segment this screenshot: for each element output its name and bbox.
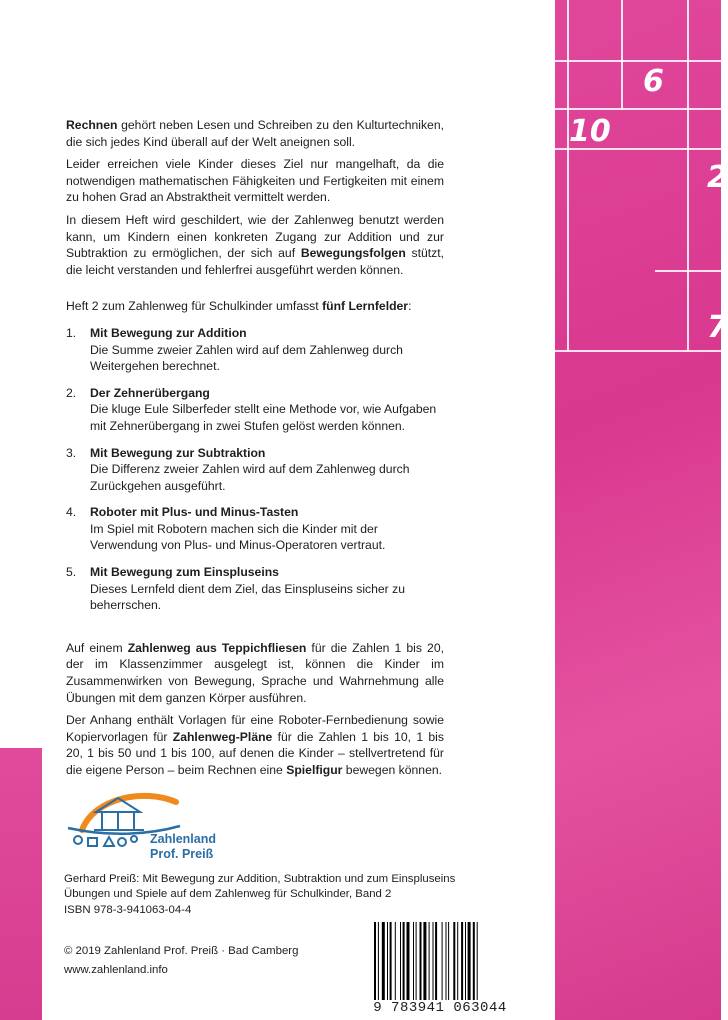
barcode-bars	[364, 922, 516, 1002]
paragraph: Leider erreichen viele Kinder dieses Ziel nur mangelhaft, da die notwendigen mathematischen Fähigkeiten und Fertigkeiten mit einem zu hohen Grad an Abstraktheit vermittelt werden.	[66, 157, 444, 205]
paragraph	[66, 640, 444, 706]
grid-line	[555, 350, 721, 352]
barcode-bar	[433, 922, 434, 1002]
barcode-bar	[442, 922, 443, 1002]
text: stützt, die leicht verstanden und fehlerfrei ausgeführt werden können.	[66, 246, 444, 277]
text: In diesem Heft wird geschildert, wie der Zahlenweg benutzt werden kann, um Kindern einen konkreten Zugang zur Addition und zur Subtraktion zu ermöglichen, der sich auf	[66, 212, 444, 261]
text: bewegen können.	[342, 763, 443, 777]
paragraph	[66, 712, 444, 778]
barcode-bar	[387, 922, 388, 1002]
barcode-bar	[448, 922, 449, 1002]
list-item	[66, 504, 444, 554]
item-number: 1.	[66, 325, 77, 340]
item-title: Der Zehnerübergang	[90, 385, 210, 400]
publication-line: Gerhard Preiß: Mit Bewegung zur Addition, Subtraktion und zum Einspluseins	[64, 873, 456, 885]
text: Heft 2 zum Zahlenweg für Schulkinder umfasst	[66, 299, 323, 314]
item-description: Dieses Lernfeld dient dem Ziel, das Einspluseins sicher zu beherrschen.	[90, 581, 406, 613]
grid-number: 6	[643, 64, 664, 99]
text: gehört neben Lesen und Schreiben zu den Kulturtechniken, die sich jedes Kind überall auf der Welt aneignen soll.	[66, 118, 444, 149]
paragraph	[66, 117, 444, 150]
item-description: Die Summe zweier Zahlen wird auf dem Zahlenweg durch Weitergehen berechnet.	[90, 342, 403, 374]
item-number: 5.	[66, 565, 77, 580]
barcode-bar	[435, 922, 437, 1002]
back-cover-text	[66, 117, 444, 785]
barcode-bar	[423, 922, 426, 1002]
grid-line	[555, 108, 721, 110]
barcode-bar	[457, 922, 458, 1002]
barcode-bar	[468, 922, 471, 1002]
bold-text: Zahlenweg aus Teppichfliesen	[127, 640, 307, 655]
logo-gazebo-icon	[94, 798, 144, 830]
barcode-bar	[473, 922, 475, 1002]
barcode-bar	[400, 922, 401, 1002]
text: Auf einem	[66, 640, 128, 655]
item-number: 2.	[66, 385, 77, 400]
item-description: Im Spiel mit Robotern machen sich die Kinder mit der Verwendung von Plus- und Minus-Operatoren vertraut.	[90, 521, 386, 553]
footer	[64, 942, 298, 980]
logo-line: Zahlenland	[150, 832, 216, 846]
paragraph	[66, 212, 444, 278]
text: :	[408, 299, 412, 314]
barcode-bar	[395, 922, 396, 1002]
barcode-bar	[374, 922, 376, 1002]
list-item	[66, 445, 444, 495]
barcode-bar	[446, 922, 447, 1002]
item-number: 3.	[66, 445, 77, 460]
list-item	[66, 385, 444, 435]
item-description: Die kluge Eule Silberfeder stellt eine Methode vor, wie Aufgaben mit Zehnerübergang in zwei Stufen gelöst werden können.	[90, 402, 437, 433]
text: Der Anhang enthält Vorlagen für eine Roboter-Fernbedienung sowie Kopiervorlagen für	[66, 713, 444, 744]
logo-shapes-icon	[74, 836, 137, 846]
barcode-bar	[477, 922, 478, 1002]
grid-line	[555, 60, 721, 62]
barcode-bar	[403, 922, 405, 1002]
barcode-bar	[407, 922, 410, 1002]
barcode-bar	[378, 922, 379, 1002]
text: für die Zahlen 1 bis 10, 1 bis 20, 1 bis 50 und 1 bis 100, auf denen die Kinder – stellvertretend für die eigene Person – beim Rechnen eine	[66, 729, 444, 777]
grid-line	[567, 0, 569, 350]
grid-line	[621, 0, 623, 60]
copyright: © 2019 Zahlenland Prof. Preiß · Bad Camberg	[64, 945, 299, 957]
text: für die Zahlen 1 bis 20, der im Klassenzimmer ausgelegt ist, können die Kinder im Zusammenwirken von Bewegung, Sprache und Wahrnehmung alle Übungen mit dem ganzen Körper ausführen.	[66, 640, 444, 705]
publication-line: Übungen und Spiele auf dem Zahlenweg für Schulkinder, Band 2	[64, 888, 392, 901]
barcode-bar	[413, 922, 414, 1002]
item-description: Die Differenz zweier Zahlen wird auf dem Zahlenweg durch Zurückgehen ausgeführt.	[90, 462, 410, 493]
bold-text: Bewegungsfolgen	[300, 246, 406, 261]
item-number: 4.	[66, 505, 77, 520]
publication-info	[64, 872, 455, 918]
barcode-bar	[465, 922, 466, 1002]
lernfelder-intro	[66, 298, 444, 315]
grid-number: 2	[707, 160, 728, 195]
bold-text: Rechnen	[66, 118, 118, 132]
item-title: Roboter mit Plus- und Minus-Tasten	[90, 505, 299, 520]
item-title: Mit Bewegung zur Subtraktion	[90, 445, 266, 460]
list-item	[66, 564, 444, 614]
grid-line	[621, 60, 623, 110]
website: www.zahlenland.info	[64, 964, 168, 976]
barcode-digits: 9 783941 063044	[364, 1000, 516, 1016]
bold-text: Zahlenweg-Pläne	[172, 729, 273, 744]
item-title: Mit Bewegung zum Einspluseins	[90, 565, 279, 580]
logo-line: Prof. Preiß	[150, 847, 214, 861]
grid-line	[655, 270, 721, 272]
logo-text	[150, 832, 216, 862]
barcode-bar	[461, 922, 463, 1002]
barcode-bar	[382, 922, 385, 1002]
bold-text: fünf Lernfelder	[322, 299, 409, 314]
grid-line	[687, 0, 689, 350]
barcode-bar	[453, 922, 455, 1002]
pink-left-strip	[0, 748, 42, 1020]
list-item	[66, 325, 444, 375]
grid-number: 7	[707, 310, 728, 345]
grid-number: 10	[569, 114, 611, 149]
bold-text: Spielfigur	[286, 763, 343, 777]
barcode-bar	[416, 922, 417, 1002]
barcode-bar	[429, 922, 430, 1002]
barcode-bar	[390, 922, 392, 1002]
item-title: Mit Bewegung zur Addition	[90, 325, 247, 340]
pink-grid-panel	[555, 0, 728, 1020]
barcode-bar	[420, 922, 422, 1002]
isbn-line: ISBN 978-3-941063-04-4	[64, 903, 192, 916]
